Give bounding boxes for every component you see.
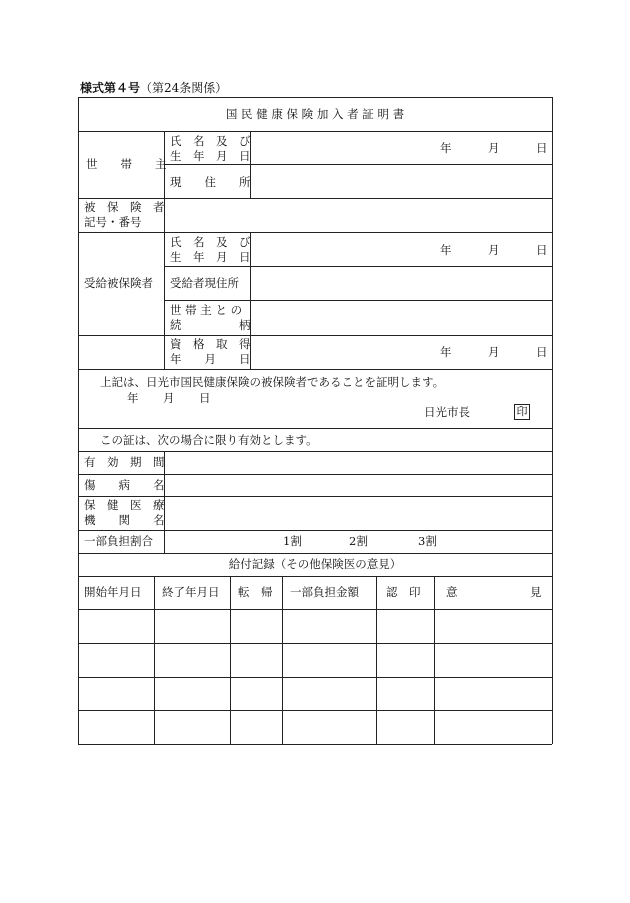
hh-name-dob-label-2: 生 年 月 日 — [170, 149, 251, 163]
line — [282, 576, 283, 744]
qualification-label-2: 年 月 日 — [170, 352, 251, 366]
insured-symbol-label-1: 被 保 険 者 — [84, 200, 165, 214]
disease-label: 傷 病 名 — [84, 478, 165, 492]
line — [164, 300, 552, 301]
line — [376, 576, 377, 744]
benefit-record-title: 給付記録（その他保険医の意見） — [228, 557, 402, 571]
line — [164, 266, 552, 267]
certification-text: 上記は、日光市国民健康保険の被保険者であることを証明します。 — [100, 375, 445, 389]
header-outcome: 転 帰 — [238, 585, 273, 599]
hh-date-month: 月 — [488, 141, 500, 155]
line — [78, 710, 552, 711]
line — [78, 530, 552, 531]
hh-name-dob-label-1: 氏 名 及 び — [170, 134, 251, 148]
validity-note: この証は、次の場合に限り有効とします。 — [100, 433, 318, 447]
line — [552, 97, 553, 744]
rc-relation-label-1: 世 帯 主 と の — [170, 303, 243, 317]
line — [78, 576, 552, 577]
line — [78, 451, 552, 452]
line — [78, 677, 552, 678]
line — [78, 496, 552, 497]
line — [78, 428, 552, 429]
hh-date-day: 日 — [536, 141, 548, 155]
qual-date-day: 日 — [536, 345, 548, 359]
medical-institution-label-2: 機 関 名 — [84, 513, 165, 527]
qualification-label-1: 資 格 取 得 — [170, 337, 251, 351]
form-note: （第24条関係） — [140, 81, 228, 95]
line — [434, 576, 435, 744]
line — [78, 131, 552, 132]
rc-date-month: 月 — [488, 243, 500, 257]
line — [78, 232, 552, 233]
hh-address-label: 現 住 所 — [170, 175, 251, 189]
valid-period-label: 有 効 期 間 — [84, 455, 165, 469]
header-opinion-1: 意 — [446, 585, 458, 599]
medical-institution-label-1: 保 健 医 療 — [84, 498, 165, 512]
rc-relation-label-2: 続 柄 — [170, 318, 251, 332]
header-approval-seal: 認 印 — [386, 585, 421, 599]
mayor-label: 日光市長 — [424, 405, 470, 419]
header-opinion-2: 見 — [530, 585, 542, 599]
line — [78, 553, 552, 554]
line — [78, 97, 552, 98]
cert-date-month: 月 — [163, 391, 175, 405]
qual-date-year: 年 — [440, 345, 452, 359]
seal-mark: 印 — [514, 404, 530, 420]
insured-symbol-label-2: 記号・番号 — [84, 215, 142, 229]
line — [154, 576, 155, 744]
copay-option-1: 1割 — [283, 534, 302, 548]
line — [78, 369, 552, 370]
cert-date-day: 日 — [199, 391, 211, 405]
cert-date-year: 年 — [127, 391, 139, 405]
line — [78, 609, 552, 610]
header-copay-amount: 一部負担金額 — [290, 585, 359, 599]
line — [78, 335, 552, 336]
rc-date-year: 年 — [440, 243, 452, 257]
line — [78, 744, 552, 745]
form-number: 様式第４号（第24条関係） — [80, 81, 228, 95]
recipient-label: 受給被保険者 — [84, 276, 153, 290]
header-end-date: 終了年月日 — [162, 585, 220, 599]
line — [78, 198, 552, 199]
copay-option-2: 2割 — [349, 534, 368, 548]
header-start-date: 開始年月日 — [84, 585, 142, 599]
copay-option-3: 3割 — [418, 534, 437, 548]
rc-name-dob-label-1: 氏 名 及 び — [170, 235, 251, 249]
household-head-label: 世 帯 主 — [86, 157, 167, 171]
qual-date-month: 月 — [488, 345, 500, 359]
rc-date-day: 日 — [536, 243, 548, 257]
line — [78, 643, 552, 644]
copay-label: 一部負担割合 — [84, 534, 153, 548]
rc-address-label: 受給者現住所 — [170, 276, 239, 290]
document-title: 国 民 健 康 保 険 加 入 者 証 明 書 — [225, 107, 405, 121]
line — [78, 97, 79, 744]
hh-date-year: 年 — [440, 141, 452, 155]
rc-name-dob-label-2: 生 年 月 日 — [170, 250, 251, 264]
line — [230, 576, 231, 744]
line — [164, 164, 552, 165]
line — [78, 474, 552, 475]
